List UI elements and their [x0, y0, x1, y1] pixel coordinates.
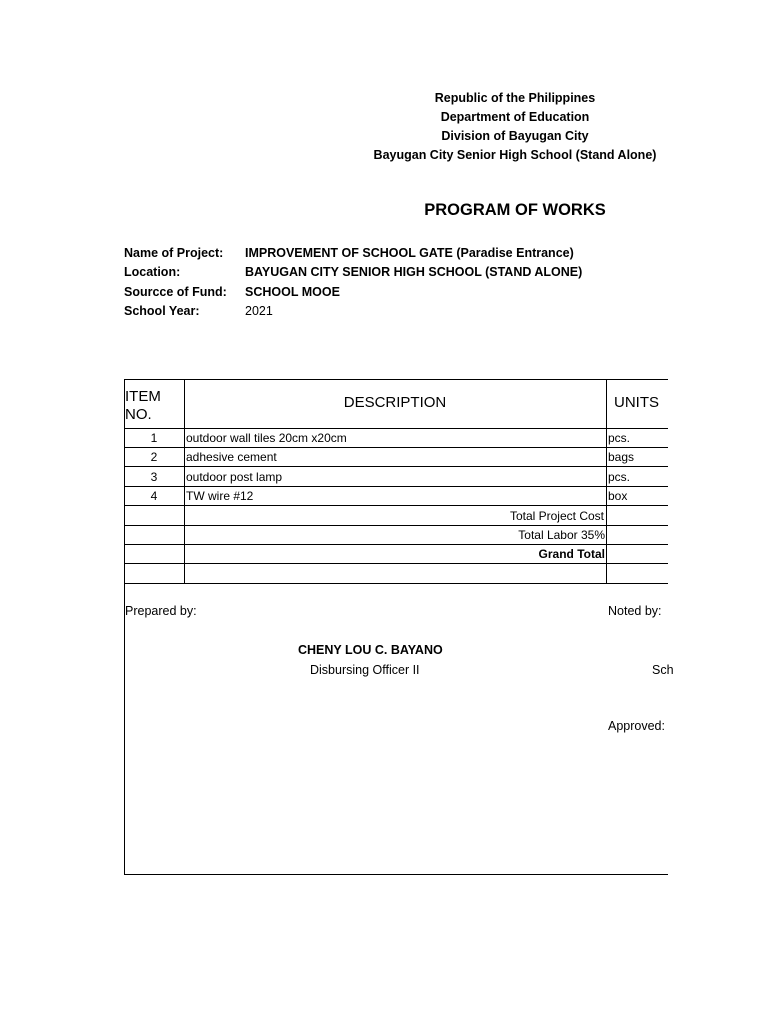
location-value: BAYUGAN CITY SENIOR HIGH SCHOOL (STAND ALONE): [245, 265, 583, 279]
row-number: 4: [150, 489, 158, 503]
table-rule: [124, 583, 668, 584]
table-column-divider: [184, 379, 185, 584]
row-unit: pcs.: [608, 431, 631, 445]
approved-label: Approved:: [608, 719, 665, 733]
header-units: UNITS: [614, 394, 659, 411]
year-label: School Year:: [124, 304, 200, 318]
table-rule: [124, 563, 668, 564]
header-item: ITEM: [125, 388, 161, 405]
header-republic: Republic of the Philippines: [434, 91, 596, 105]
header-no: NO.: [125, 406, 152, 423]
total-project-cost-label: Total Project Cost: [509, 509, 604, 523]
row-unit: pcs.: [608, 470, 631, 484]
project-label: Name of Project:: [124, 246, 224, 260]
project-value: IMPROVEMENT OF SCHOOL GATE (Paradise Entrance): [245, 246, 574, 260]
table-rule: [124, 544, 668, 545]
row-number: 3: [150, 470, 158, 484]
total-labor-label: Total Labor 35%: [518, 528, 605, 542]
truncated-position: Sch: [652, 663, 674, 677]
row-description: TW wire #12: [186, 489, 254, 503]
table-rule: [124, 428, 668, 429]
row-number: 1: [150, 431, 158, 445]
prepared-by-label: Prepared by:: [125, 604, 197, 618]
table-rule: [124, 447, 668, 448]
location-label: Location:: [124, 265, 181, 279]
page-title: PROGRAM OF WORKS: [424, 201, 606, 219]
table-rule: [124, 505, 668, 506]
row-description: outdoor post lamp: [186, 470, 283, 484]
signatory-name: CHENY LOU C. BAYANO: [298, 643, 443, 657]
signatory-position: Disbursing Officer II: [310, 663, 420, 677]
fund-label: Sourcce of Fund:: [124, 285, 227, 299]
table-rule: [124, 466, 668, 467]
row-unit: box: [608, 489, 628, 503]
row-description: outdoor wall tiles 20cm x20cm: [186, 431, 347, 445]
row-description: adhesive cement: [186, 450, 277, 464]
header-school: Bayugan City Senior High School (Stand Alone): [373, 148, 657, 162]
header-department: Department of Education: [440, 110, 590, 124]
row-unit: bags: [608, 450, 635, 464]
header-description: DESCRIPTION: [343, 394, 447, 411]
fund-value: SCHOOL MOOE: [245, 285, 340, 299]
table-rule: [124, 525, 668, 526]
year-value: 2021: [245, 304, 273, 318]
table-column-divider: [606, 379, 607, 584]
table-rule: [124, 486, 668, 487]
header-division: Division of Bayugan City: [441, 129, 589, 143]
noted-by-label: Noted by:: [608, 604, 662, 618]
row-number: 2: [150, 450, 158, 464]
grand-total-label: Grand Total: [538, 547, 605, 561]
